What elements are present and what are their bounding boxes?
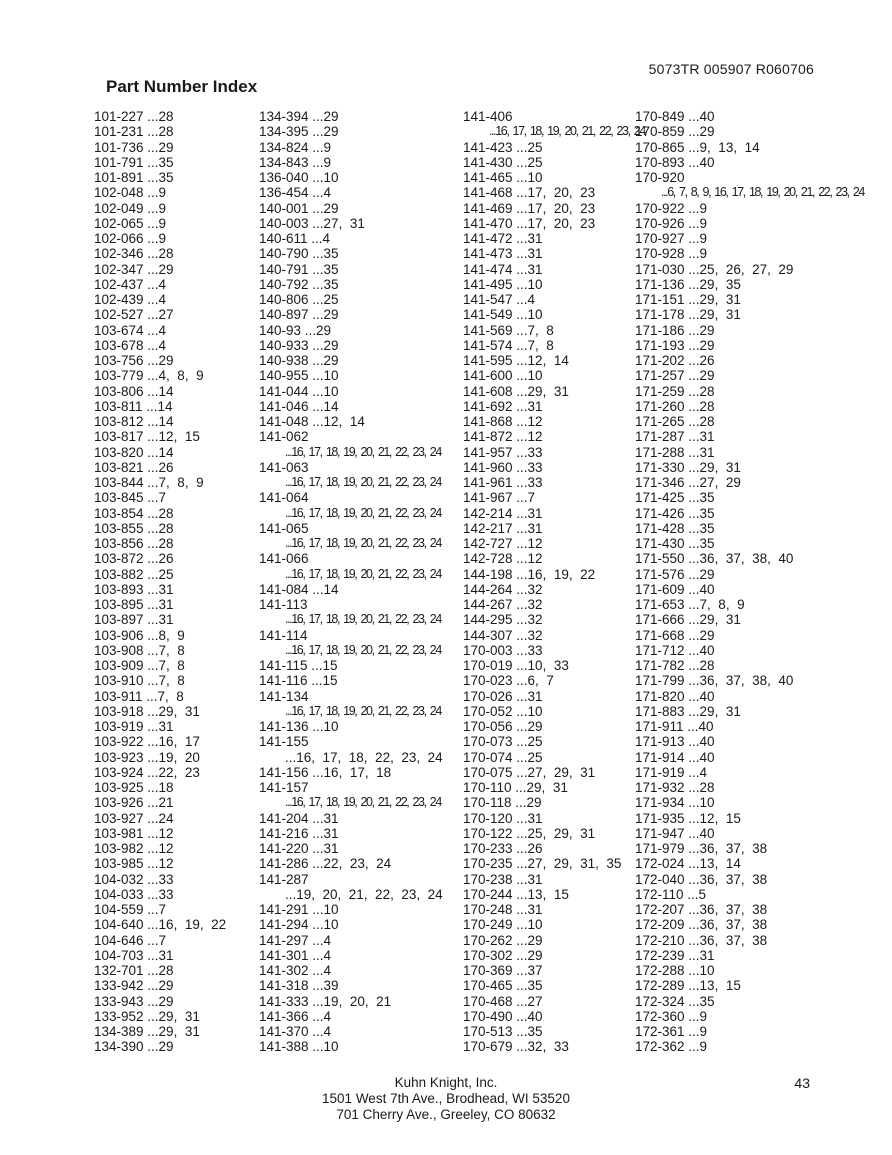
index-entry: 172-289 ...13, 15 bbox=[635, 978, 741, 994]
index-entry: 171-919 ...4 bbox=[635, 764, 708, 780]
index-entry: 171-911 ...40 bbox=[635, 719, 714, 734]
index-entry: ...16, 17, 18, 19, 20, 21, 22, 23, 24 bbox=[285, 795, 441, 810]
footer-address-line-1: 1501 West 7th Ave., Brodhead, WI 53520 bbox=[322, 1091, 570, 1106]
index-entry: 171-330 ...29, 31 bbox=[635, 459, 741, 475]
index-entry: 104-033 ...33 bbox=[94, 886, 174, 902]
index-entry: 171-260 ...28 bbox=[635, 398, 715, 414]
index-entry: 134-390 ...29 bbox=[94, 1039, 174, 1055]
footer-company: Kuhn Knight, Inc. bbox=[394, 1075, 498, 1090]
index-entry: 170-490 ...40 bbox=[463, 1008, 543, 1024]
index-entry: 172-110 ...5 bbox=[635, 886, 707, 902]
index-entry: 171-979 ...36, 37, 38 bbox=[635, 841, 768, 856]
index-entry: 141-430 ...25 bbox=[463, 154, 543, 170]
index-entry: 171-287 ...31 bbox=[635, 429, 715, 445]
index-entry: 170-023 ...6, 7 bbox=[463, 673, 554, 689]
index-entry: 103-911 ...7, 8 bbox=[94, 688, 184, 704]
index-entry: 170-893 ...40 bbox=[635, 154, 715, 170]
index-entry: 140-003 ...27, 31 bbox=[259, 215, 365, 231]
index-entry: 104-640 ...16, 19, 22 bbox=[94, 917, 227, 933]
index-entry: 170-468 ...27 bbox=[463, 993, 543, 1009]
index-entry: 104-646 ...7 bbox=[94, 932, 167, 948]
index-entry: 141-066 bbox=[259, 551, 309, 567]
page-title: Part Number Index bbox=[106, 77, 258, 96]
index-entry: 102-065 ...9 bbox=[94, 215, 167, 231]
index-entry: 140-955 ...10 bbox=[259, 368, 339, 384]
index-entry: 133-942 ...29 bbox=[94, 978, 174, 994]
index-entry: 170-122 ...25, 29, 31 bbox=[463, 825, 596, 841]
index-entry: 144-307 ...32 bbox=[463, 627, 543, 643]
index-entry: 102-439 ...4 bbox=[94, 292, 167, 307]
index-entry: 141-044 ...10 bbox=[259, 383, 339, 399]
index-entry: 140-792 ...35 bbox=[259, 276, 339, 292]
index-entry: 171-609 ...40 bbox=[635, 581, 715, 597]
index-entry: 101-231 ...28 bbox=[94, 124, 174, 140]
index-entry: 170-110 ...29, 31 bbox=[463, 780, 568, 795]
index-entry: 141-423 ...25 bbox=[463, 139, 543, 155]
index-entry: 134-389 ...29, 31 bbox=[94, 1024, 200, 1039]
index-entry: 170-233 ...26 bbox=[463, 841, 543, 856]
index-entry: 170-465 ...35 bbox=[463, 978, 543, 994]
index-entry: 170-073 ...25 bbox=[463, 734, 543, 750]
index-entry: ...6, 7, 8, 9, 16, 17, 18, 19, 20, 21, 22, 23, 24 bbox=[661, 185, 864, 200]
index-entry: 142-214 ...31 bbox=[463, 505, 543, 521]
index-entry: 144-295 ...32 bbox=[463, 612, 543, 628]
index-entry: 141-302 ...4 bbox=[259, 963, 332, 978]
index-entry: 171-820 ...40 bbox=[635, 688, 715, 704]
index-entry: 103-821 ...26 bbox=[94, 459, 174, 475]
index-entry: 102-346 ...28 bbox=[94, 246, 174, 262]
index-entry: 141-286 ...22, 23, 24 bbox=[259, 856, 392, 872]
index-entry: 172-207 ...36, 37, 38 bbox=[635, 902, 768, 917]
index-entry: 171-288 ...31 bbox=[635, 444, 715, 460]
index-entry: 141-220 ...31 bbox=[259, 841, 339, 856]
index-entry: 172-360 ...9 bbox=[635, 1008, 708, 1024]
index-entry: 141-064 bbox=[259, 490, 309, 506]
index-entry: 171-712 ...40 bbox=[635, 642, 715, 658]
index-entry: 103-927 ...24 bbox=[94, 810, 174, 826]
index-entry: 102-347 ...29 bbox=[94, 261, 174, 277]
index-entry: ...16, 17, 18, 19, 20, 21, 22, 23, 24 bbox=[285, 642, 441, 657]
index-entry: 140-933 ...29 bbox=[259, 337, 339, 353]
index-entry: 103-924 ...22, 23 bbox=[94, 764, 200, 780]
index-entry: 102-527 ...27 bbox=[94, 307, 174, 323]
index-entry: 170-920 bbox=[635, 170, 685, 185]
index-entry: 141-113 bbox=[259, 597, 308, 612]
index-entry: 141-366 ...4 bbox=[259, 1008, 332, 1024]
index-entry: 170-118 ...29 bbox=[463, 795, 542, 811]
index-entry: 172-361 ...9 bbox=[635, 1024, 708, 1039]
index-entry: 171-914 ...40 bbox=[635, 749, 715, 765]
index-entry: 141-301 ...4 bbox=[259, 947, 332, 963]
index-entry: 133-943 ...29 bbox=[94, 993, 174, 1009]
index-entry: 103-674 ...4 bbox=[94, 322, 167, 338]
index-entry: 103-908 ...7, 8 bbox=[94, 642, 185, 658]
index-entry: 141-114 bbox=[259, 627, 308, 643]
index-entry: 134-394 ...29 bbox=[259, 109, 339, 124]
index-entry: 141-062 bbox=[259, 429, 309, 445]
index-entry: 172-210 ...36, 37, 38 bbox=[635, 932, 768, 948]
index-entry: 170-074 ...25 bbox=[463, 749, 543, 765]
index-entry: 141-692 ...31 bbox=[463, 398, 543, 414]
index-entry: 171-430 ...35 bbox=[635, 536, 715, 551]
index-entry: 141-063 bbox=[259, 459, 309, 475]
index-entry: 103-923 ...19, 20 bbox=[94, 749, 200, 765]
index-entry: 141-370 ...4 bbox=[259, 1024, 332, 1039]
index-entry: 101-791 ...35 bbox=[94, 154, 174, 170]
index-entry: 103-922 ...16, 17 bbox=[94, 734, 200, 750]
index-entry: 171-346 ...27, 29 bbox=[635, 475, 741, 490]
index-entry: 103-855 ...28 bbox=[94, 520, 174, 536]
index-entry: 134-824 ...9 bbox=[259, 139, 332, 155]
index-entry: 133-952 ...29, 31 bbox=[94, 1008, 200, 1024]
index-entry: 102-049 ...9 bbox=[94, 200, 167, 216]
index-entry: ...16, 17, 18, 19, 20, 21, 22, 23, 24 bbox=[285, 475, 441, 489]
index-entry: 170-026 ...31 bbox=[463, 688, 543, 704]
index-entry: 171-151 ...29, 31 bbox=[635, 292, 741, 307]
index-entry: 103-926 ...21 bbox=[94, 795, 174, 811]
index-entry: 134-843 ...9 bbox=[259, 154, 332, 170]
index-entry: 140-938 ...29 bbox=[259, 353, 339, 368]
index-entry: 141-406 bbox=[463, 109, 513, 124]
index-entry: 141-297 ...4 bbox=[259, 932, 332, 948]
index-entry: 102-066 ...9 bbox=[94, 231, 167, 246]
index-entry: 142-727 ...12 bbox=[463, 536, 543, 551]
index-entry: 170-679 ...32, 33 bbox=[463, 1039, 569, 1055]
footer-address-line-2: 701 Cherry Ave., Greeley, CO 80632 bbox=[336, 1107, 556, 1122]
index-entry: 171-883 ...29, 31 bbox=[635, 703, 741, 719]
index-column-2 bbox=[259, 109, 443, 1055]
index-entry: 141-294 ...10 bbox=[259, 917, 339, 933]
index-entry: 171-202 ...26 bbox=[635, 353, 715, 368]
index-entry: 103-817 ...12, 15 bbox=[94, 429, 200, 445]
index-entry: 104-703 ...31 bbox=[94, 947, 174, 963]
index-entry: 172-040 ...36, 37, 38 bbox=[635, 871, 768, 887]
index-entry: ...16, 17, 18, 19, 20, 21, 22, 23, 24 bbox=[285, 444, 441, 459]
index-entry: 102-048 ...9 bbox=[94, 185, 167, 201]
index-entry: 170-238 ...31 bbox=[463, 871, 543, 887]
index-entry: 141-469 ...17, 20, 23 bbox=[463, 200, 596, 216]
index-entry: 103-918 ...29, 31 bbox=[94, 703, 200, 719]
index-entry: 141-318 ...39 bbox=[259, 978, 339, 994]
index-entry: 103-854 ...28 bbox=[94, 505, 174, 521]
index-entry: 170-302 ...29 bbox=[463, 947, 543, 963]
index-entry: 103-895 ...31 bbox=[94, 597, 174, 612]
index-entry: 170-513 ...35 bbox=[463, 1024, 543, 1039]
index-entry: 141-468 ...17, 20, 23 bbox=[463, 185, 596, 201]
index-entry: 103-820 ...14 bbox=[94, 444, 174, 460]
index-entry: 103-925 ...18 bbox=[94, 780, 174, 795]
index-entry: 172-324 ...35 bbox=[635, 993, 715, 1009]
index-entry: 103-678 ...4 bbox=[94, 337, 167, 353]
index-entry: 141-872 ...12 bbox=[463, 429, 543, 445]
index-entry: 171-932 ...28 bbox=[635, 780, 715, 795]
index-entry: 103-844 ...7, 8, 9 bbox=[94, 475, 204, 490]
index-entry: 104-032 ...33 bbox=[94, 871, 174, 887]
index-entry: 141-957 ...33 bbox=[463, 444, 543, 460]
index-entry: 144-264 ...32 bbox=[463, 581, 543, 597]
index-entry: 171-265 ...28 bbox=[635, 414, 715, 429]
index-entry: 171-668 ...29 bbox=[635, 627, 715, 643]
index-entry: 136-040 ...10 bbox=[259, 170, 339, 185]
index-entry: 101-891 ...35 bbox=[94, 170, 174, 185]
index-entry: 103-897 ...31 bbox=[94, 612, 174, 628]
index-entry: 170-927 ...9 bbox=[635, 231, 708, 246]
index-entry: 101-227 ...28 bbox=[94, 109, 174, 124]
index-entry: 170-849 ...40 bbox=[635, 109, 715, 124]
index-entry: 170-249 ...10 bbox=[463, 917, 543, 933]
index-entry: 170-262 ...29 bbox=[463, 932, 543, 948]
index-entry: 141-084 ...14 bbox=[259, 581, 339, 597]
index-entry: 141-156 ...16, 17, 18 bbox=[259, 764, 392, 780]
index-entry: 141-333 ...19, 20, 21 bbox=[259, 993, 392, 1009]
index-entry: ...16, 17, 18, 19, 20, 21, 22, 23, 24 bbox=[285, 505, 441, 520]
index-column-3 bbox=[463, 109, 645, 1055]
index-entry: 144-198 ...16, 19, 22 bbox=[463, 566, 596, 582]
index-entry: ...16, 17, 18, 19, 20, 21, 22, 23, 24 bbox=[285, 536, 441, 550]
index-entry: 141-600 ...10 bbox=[463, 368, 543, 384]
index-entry: 170-248 ...31 bbox=[463, 902, 543, 917]
index-entry: 170-244 ...13, 15 bbox=[463, 886, 569, 902]
index-entry: ...16, 17, 18, 19, 20, 21, 22, 23, 24 bbox=[285, 612, 441, 627]
index-entry: 171-550 ...36, 37, 38, 40 bbox=[635, 551, 794, 567]
index-entry: ...16, 17, 18, 19, 20, 21, 22, 23, 24 bbox=[285, 566, 441, 581]
index-entry: ...16, 17, 18, 19, 20, 21, 22, 23, 24 bbox=[285, 703, 441, 718]
index-entry: 103-779 ...4, 8, 9 bbox=[94, 368, 204, 384]
index-entry: ...19, 20, 21, 22, 23, 24 bbox=[285, 886, 443, 902]
index-entry: 141-868 ...12 bbox=[463, 414, 543, 429]
index-entry: 141-960 ...33 bbox=[463, 459, 543, 475]
index-entry: 102-437 ...4 bbox=[94, 276, 167, 292]
index-entry: 141-204 ...31 bbox=[259, 810, 339, 826]
index-entry: 171-178 ...29, 31 bbox=[635, 307, 741, 323]
index-entry: 172-209 ...36, 37, 38 bbox=[635, 917, 768, 933]
index-entry: 140-001 ...29 bbox=[259, 200, 339, 216]
index-entry: 171-257 ...29 bbox=[635, 368, 715, 384]
index-entry: 140-806 ...25 bbox=[259, 292, 339, 307]
index-entry: 141-608 ...29, 31 bbox=[463, 383, 569, 399]
index-entry: 170-056 ...29 bbox=[463, 719, 543, 734]
index-entry: 171-425 ...35 bbox=[635, 490, 715, 506]
index-entry: 171-653 ...7, 8, 9 bbox=[635, 597, 745, 612]
index-entry: 103-882 ...25 bbox=[94, 566, 174, 582]
index-entry: 171-030 ...25, 26, 27, 29 bbox=[635, 261, 794, 277]
index-entry: 136-454 ...4 bbox=[259, 185, 332, 201]
index-entry: 170-235 ...27, 29, 31, 35 bbox=[463, 856, 622, 872]
index-entry: 103-756 ...29 bbox=[94, 353, 174, 368]
index-entry: 171-136 ...29, 35 bbox=[635, 276, 741, 292]
index-entry: 141-388 ...10 bbox=[259, 1039, 339, 1055]
index-entry: 171-913 ...40 bbox=[635, 734, 715, 750]
index-entry: 171-186 ...29 bbox=[635, 322, 715, 338]
index-entry: 140-790 ...35 bbox=[259, 246, 339, 262]
index-entry: 170-865 ...9, 13, 14 bbox=[635, 139, 760, 155]
index-entry: 171-934 ...10 bbox=[635, 795, 715, 811]
index-entry: 171-193 ...29 bbox=[635, 337, 715, 353]
index-entry: 103-910 ...7, 8 bbox=[94, 673, 185, 689]
index-entry: 103-981 ...12 bbox=[94, 825, 174, 841]
index-entry: 142-217 ...31 bbox=[463, 520, 543, 536]
index-entry: 103-872 ...26 bbox=[94, 551, 174, 567]
index-entry: 171-799 ...36, 37, 38, 40 bbox=[635, 673, 794, 689]
index-entry: 171-782 ...28 bbox=[635, 658, 715, 673]
index-entry: 171-576 ...29 bbox=[635, 566, 715, 582]
index-entry: 141-115 ...15 bbox=[259, 658, 338, 673]
index-entry: 141-474 ...31 bbox=[463, 261, 543, 277]
index-entry: 141-569 ...7, 8 bbox=[463, 322, 554, 338]
index-entry: 170-075 ...27, 29, 31 bbox=[463, 764, 596, 780]
index-entry: 141-547 ...4 bbox=[463, 292, 536, 307]
index-column-1 bbox=[94, 109, 226, 1055]
index-entry: 141-495 ...10 bbox=[463, 276, 543, 292]
index-entry: 103-811 ...14 bbox=[94, 398, 173, 414]
page-number: 43 bbox=[794, 1075, 810, 1091]
index-entry: 171-935 ...12, 15 bbox=[635, 810, 741, 826]
index-entry: 141-473 ...31 bbox=[463, 246, 543, 262]
index-entry: 171-259 ...28 bbox=[635, 383, 715, 399]
index-entry: 140-611 ...4 bbox=[259, 231, 331, 246]
index-entry: 141-472 ...31 bbox=[463, 231, 543, 246]
index-entry: 170-859 ...29 bbox=[635, 124, 715, 140]
index-entry: 171-947 ...40 bbox=[635, 825, 715, 841]
index-entry: 140-93 ...29 bbox=[259, 322, 332, 338]
index-entry: 141-155 bbox=[259, 734, 309, 750]
index-entry: 103-856 ...28 bbox=[94, 536, 174, 551]
index-entry: 170-922 ...9 bbox=[635, 200, 708, 216]
index-entry: 141-116 ...15 bbox=[259, 673, 338, 689]
index-entry: 142-728 ...12 bbox=[463, 551, 543, 567]
index-entry: 172-024 ...13, 14 bbox=[635, 856, 741, 872]
index-entry: 172-362 ...9 bbox=[635, 1039, 708, 1055]
index-entry: 170-003 ...33 bbox=[463, 642, 543, 658]
index-entry: 171-428 ...35 bbox=[635, 520, 715, 536]
index-entry: 103-919 ...31 bbox=[94, 719, 174, 734]
index-entry: 103-845 ...7 bbox=[94, 490, 167, 506]
index-entry: 141-065 bbox=[259, 520, 309, 536]
index-entry: 141-136 ...10 bbox=[259, 719, 339, 734]
index-entry: 103-985 ...12 bbox=[94, 856, 174, 872]
index-entry: 103-906 ...8, 9 bbox=[94, 627, 185, 643]
document-code: 5073TR 005907 R060706 bbox=[648, 61, 814, 77]
index-entry: 103-982 ...12 bbox=[94, 841, 174, 856]
index-entry: 141-134 bbox=[259, 688, 309, 704]
index-entry: 134-395 ...29 bbox=[259, 124, 339, 140]
index-entry: 101-736 ...29 bbox=[94, 139, 174, 155]
index-entry: 170-019 ...10, 33 bbox=[463, 658, 569, 673]
index-entry: 170-052 ...10 bbox=[463, 703, 543, 719]
index-entry: 141-574 ...7, 8 bbox=[463, 337, 554, 353]
index-entry: 141-287 bbox=[259, 871, 309, 887]
index-entry: 141-157 bbox=[259, 780, 309, 795]
index-entry: 140-791 ...35 bbox=[259, 261, 339, 277]
index-entry: 171-426 ...35 bbox=[635, 505, 715, 521]
index-entry: 103-812 ...14 bbox=[94, 414, 174, 429]
index-entry: 141-470 ...17, 20, 23 bbox=[463, 215, 596, 231]
index-entry: 141-465 ...10 bbox=[463, 170, 543, 185]
index-entry: 141-216 ...31 bbox=[259, 825, 339, 841]
index-entry: 141-967 ...7 bbox=[463, 490, 536, 506]
index-entry: 141-549 ...10 bbox=[463, 307, 543, 323]
index-entry: 172-288 ...10 bbox=[635, 963, 715, 978]
index-entry: 170-120 ...31 bbox=[463, 810, 543, 826]
index-entry: 172-239 ...31 bbox=[635, 947, 715, 963]
index-entry: ...16, 17, 18, 19, 20, 21, 22, 23, 24 bbox=[489, 124, 645, 139]
index-entry: 170-369 ...37 bbox=[463, 963, 543, 978]
footer-address-block bbox=[0, 1075, 892, 1123]
index-entry: 141-291 ...10 bbox=[259, 902, 339, 917]
index-entry: 103-893 ...31 bbox=[94, 581, 174, 597]
index-entry: 140-897 ...29 bbox=[259, 307, 339, 323]
index-entry: 144-267 ...32 bbox=[463, 597, 543, 612]
index-entry: 170-928 ...9 bbox=[635, 246, 708, 262]
index-entry: 132-701 ...28 bbox=[94, 963, 174, 978]
index-entry: 171-666 ...29, 31 bbox=[635, 612, 741, 628]
index-entry: 141-961 ...33 bbox=[463, 475, 543, 490]
index-entry: 141-046 ...14 bbox=[259, 398, 339, 414]
index-entry: 103-909 ...7, 8 bbox=[94, 658, 185, 673]
index-entry: 103-806 ...14 bbox=[94, 383, 174, 399]
index-column-4 bbox=[635, 109, 864, 1055]
index-entry: 170-926 ...9 bbox=[635, 215, 708, 231]
index-entry: ...16, 17, 18, 22, 23, 24 bbox=[285, 749, 443, 765]
index-entry: 141-595 ...12, 14 bbox=[463, 353, 569, 368]
index-entry: 141-048 ...12, 14 bbox=[259, 414, 365, 429]
index-entry: 104-559 ...7 bbox=[94, 902, 167, 917]
